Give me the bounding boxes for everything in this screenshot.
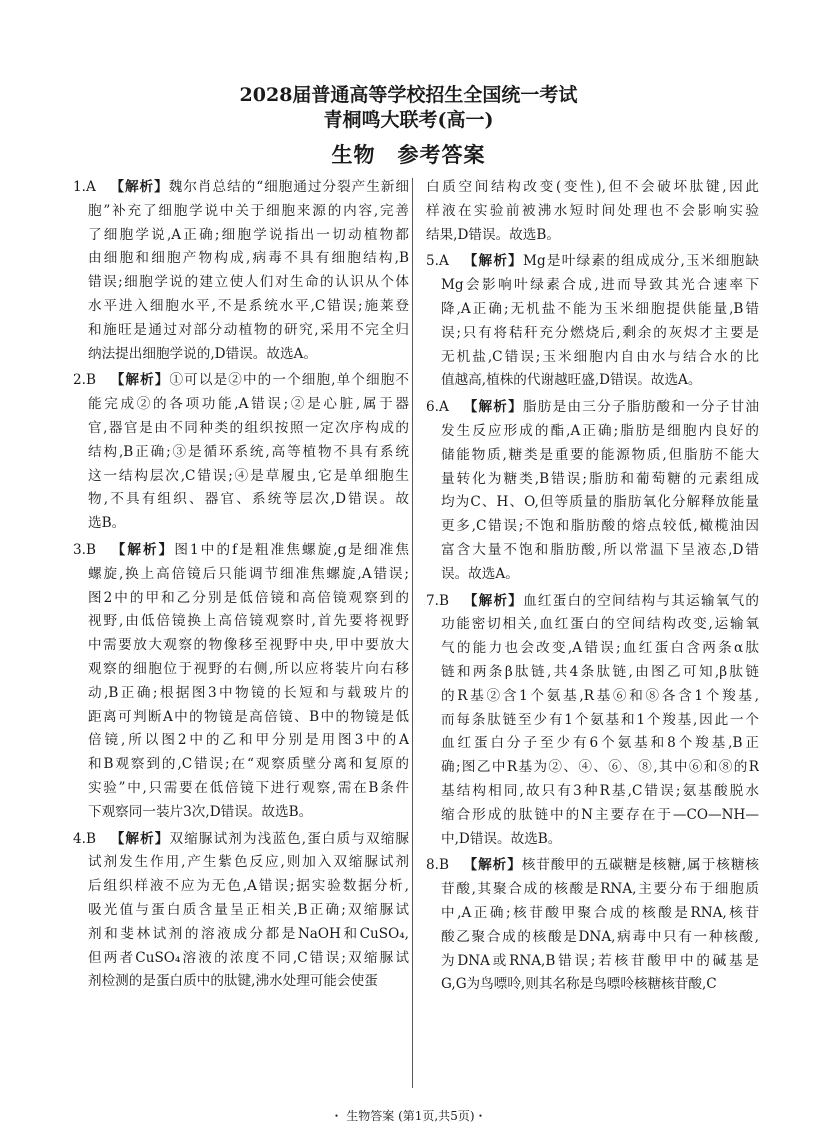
- answer-choice: A: [438, 399, 449, 416]
- answer-text: 倍镜,所以图2中的乙和甲分别是用图3中的A: [88, 732, 409, 749]
- answer-text: 无机盐,C错误;玉米细胞内自由水与结合水的比: [441, 348, 759, 365]
- answer-text: 中,A正确;核苷酸甲聚合成的核酸是RNA,核苷: [441, 904, 759, 921]
- answer-line: [426, 563, 759, 587]
- answer-text: Mg会影响叶绿素合成,进而导致其光合速率下: [441, 277, 759, 294]
- answer-text: 水平进入细胞水平,不是系统水平,C错误;施莱登: [88, 297, 409, 314]
- answer-text: 物,不具有组织、器官、系统等层次,D错误。故: [88, 491, 409, 508]
- answer-text: 下观察同一装片3次,D错误。故选B。: [88, 803, 313, 820]
- answer-text: 图2中的甲和乙分别是低倍镜和高倍镜观察到的: [88, 589, 409, 606]
- answer-choice: A: [85, 179, 96, 195]
- answer-line: [73, 393, 409, 417]
- analysis-tag: 【解析】: [462, 592, 524, 609]
- answer-line: [73, 851, 409, 875]
- answer-text: 动,B正确;根据图3中物镜的长短和与载玻片的: [88, 684, 409, 701]
- answer-text: ①可以是②中的一个细胞,单个细胞不: [169, 372, 409, 389]
- answer-line: [426, 515, 759, 539]
- answer-text: 缩合形成的肽链中的N主要存在于—CO—NH—: [441, 806, 759, 823]
- analysis-tag: 【解析】: [462, 253, 524, 270]
- answer-label: 参考答案: [397, 142, 486, 167]
- exam-title: 2028届普通高等学校招生全国统一考试: [239, 84, 578, 106]
- answer-text: 储能物质,糖类是重要的能源物质,但脂肪不能大: [441, 446, 759, 463]
- answer-line: [426, 369, 759, 393]
- answer-line: [426, 322, 759, 346]
- page-footer: ・ 生物答案 (第1页,共5页)・: [330, 1109, 487, 1123]
- answer-line: [73, 875, 409, 899]
- answer-line: [73, 923, 409, 947]
- answer-line: [73, 295, 409, 319]
- answer-text: 由细胞和细胞产物构成,病毒不具有细胞结构,B: [88, 250, 409, 267]
- question-block: [426, 590, 759, 852]
- answer-text: 核苷酸甲的五碳糖是核糖,属于核糖核: [521, 857, 759, 874]
- column-divider: [412, 178, 413, 1088]
- answer-line: [73, 610, 409, 634]
- exam-subtitle: 青桐鸣大联考(高一): [323, 109, 494, 131]
- answer-line: [73, 441, 409, 465]
- answer-text: 观察的细胞位于视野的右侧,所以应将装片向右移: [88, 660, 409, 677]
- analysis-tag: 【解析】: [109, 541, 175, 558]
- answer-text: 确;图乙中R基为②、④、⑥、⑧,其中⑥和⑧的R: [441, 759, 759, 776]
- answer-line: [426, 902, 759, 926]
- answer-text: 气的能力也会改变,A错误;血红蛋白含两条α肽: [441, 640, 759, 657]
- answer-line: [73, 417, 409, 441]
- answer-text: 降,A正确;无机盐不能为玉米细胞提供能量,B错: [441, 300, 759, 317]
- answer-choice: A: [438, 253, 449, 270]
- answer-line: [73, 899, 409, 923]
- answer-text: 胞”补充了细胞学说中关于细胞来源的内容,完善: [88, 202, 409, 219]
- answer-text: 这一结构层次,C错误;④是草履虫,它是单细胞生: [88, 467, 409, 484]
- answer-line: [426, 709, 759, 733]
- answer-line: [426, 950, 759, 974]
- answer-line: [73, 706, 409, 730]
- question-block: [426, 854, 759, 997]
- answer-text: 错误;细胞学说的建立使人们对生命的认识从个体: [88, 274, 409, 291]
- answer-text: 剂检测的是蛋白质中的肽键,沸水处理可能会使蛋: [88, 973, 378, 990]
- answer-line: [73, 828, 409, 852]
- answer-line: [73, 488, 409, 512]
- answer-text: 样液在实验前被沸水短时间处理也不会影响实验: [426, 202, 759, 219]
- answer-line: [73, 465, 409, 489]
- answer-text: 血红蛋白的空间结构与其运输氧气的: [523, 592, 759, 609]
- answer-text: 脂肪是由三分子脂肪酸和一分子甘油: [522, 399, 759, 416]
- answer-text: 功能密切相关,血红蛋白的空间结构改变,运输氧: [441, 616, 759, 633]
- answer-line: [73, 247, 409, 271]
- question-number: 2.: [73, 372, 86, 389]
- answer-text: 实验”中,只需要在低倍镜下进行观察,需在B条件: [88, 779, 409, 796]
- question-block: [73, 176, 409, 366]
- answer-line: [73, 200, 409, 224]
- answer-line: [426, 274, 759, 298]
- answer-text: 苷酸,其聚合成的核酸是RNA,主要分布于细胞质: [441, 881, 759, 898]
- question-block: [73, 828, 409, 995]
- answer-text: 结果,D错误。故选B。: [426, 226, 560, 243]
- question-number: 4.: [73, 830, 86, 847]
- answer-text: 而每条肽链至少有1个氨基和1个羧基,因此一个: [441, 711, 759, 728]
- answer-line: [426, 224, 759, 248]
- answer-line: [426, 756, 759, 780]
- answer-text: 均为C、H、O,但等质量的脂肪氧化分解释放能量: [441, 494, 759, 511]
- question-number: 5.: [426, 253, 439, 270]
- question-number: 3.: [73, 541, 86, 558]
- answer-line: [426, 444, 759, 468]
- answer-line: [426, 926, 759, 950]
- question-number: 1.: [73, 179, 86, 195]
- answer-text: 误;只有将秸秆充分燃烧后,剩余的灰烬才主要是: [441, 324, 759, 341]
- analysis-tag: 【解析】: [462, 399, 523, 416]
- question-block: [426, 250, 759, 393]
- subject-label: 生物: [331, 142, 376, 167]
- answer-line: [426, 298, 759, 322]
- answer-line: [426, 250, 759, 274]
- answer-line: [426, 854, 759, 878]
- answer-line: [73, 369, 409, 393]
- question-block: [426, 396, 759, 586]
- answer-line: [426, 780, 759, 804]
- left-column: [73, 176, 409, 994]
- answer-text: G,G为鸟嘌呤,则其名称是鸟嘌呤核糖核苷酸,C: [441, 976, 717, 993]
- answer-text: 能完成②的各项功能,A错误;②是心脏,属于器: [88, 396, 409, 413]
- answer-text: 双缩脲试剂为浅蓝色,蛋白质与双缩脲: [169, 830, 409, 847]
- answer-text: 富含大量不饱和脂肪酸,所以常温下呈液态,D错: [441, 541, 759, 558]
- answer-line: [73, 319, 409, 343]
- answer-text: 后组织样液不应为无色,A错误;据实验数据分析,: [88, 878, 409, 895]
- answer-text: 白质空间结构改变(变性),但不会破坏肽键,因此: [426, 179, 759, 195]
- answer-text: 试剂发生作用,产生紫色反应,则加入双缩脲试剂: [88, 854, 409, 871]
- answer-choice: B: [85, 541, 96, 558]
- answer-line: [426, 804, 759, 828]
- question-block: [73, 369, 409, 536]
- question-number: 6.: [426, 399, 439, 416]
- answer-line: [73, 970, 409, 994]
- analysis-tag: 【解析】: [109, 372, 170, 389]
- answer-line: [426, 661, 759, 685]
- answer-text: 视野,由低倍镜换上高倍镜观察时,首先要将视野: [88, 613, 409, 630]
- answer-text: 血红蛋白分子至少有6个氨基和8个羧基,B正: [441, 735, 759, 752]
- answer-text: 了细胞学说,A正确;细胞学说指出一切动植物都: [88, 226, 409, 243]
- answer-text: 官,器官是由不同种类的组织按照一定次序构成的: [88, 419, 409, 436]
- answer-text: 和施旺是通过对部分动植物的研究,采用不完全归: [88, 321, 409, 338]
- answer-text: Mg是叶绿素的组成成分,玉米细胞缺: [523, 253, 759, 270]
- answer-text: 更多,C错误;不饱和脂肪酸的熔点较低,橄榄油因: [441, 518, 759, 535]
- answer-line: [426, 539, 759, 563]
- answer-text: 酸乙聚合成的核酸是DNA,病毒中只有一种核酸,: [441, 928, 759, 945]
- answer-text: 图1中的f是粗准焦螺旋,g是细准焦: [174, 541, 409, 558]
- answer-line: [73, 777, 409, 801]
- answer-line: [426, 468, 759, 492]
- analysis-tag: 【解析】: [109, 179, 169, 195]
- answer-line: [426, 346, 759, 370]
- answer-text: 螺旋,换上高倍镜后只能调节细准焦螺旋,A错误;: [88, 565, 409, 582]
- answer-text: 中,D错误。故选B。: [441, 830, 562, 847]
- analysis-tag: 【解析】: [462, 857, 522, 874]
- answer-line: [426, 637, 759, 661]
- answer-line: [426, 590, 759, 614]
- right-column: [426, 176, 759, 997]
- answer-text: 链和两条β肽链,共4条肽链,由图乙可知,β肽链: [441, 663, 759, 680]
- answer-line: [73, 753, 409, 777]
- answer-line: [426, 973, 759, 997]
- answer-choice: B: [438, 857, 449, 874]
- answer-line: [73, 343, 409, 367]
- answer-line: [73, 512, 409, 536]
- answer-line: [426, 732, 759, 756]
- answer-line: [73, 176, 409, 200]
- analysis-tag: 【解析】: [109, 830, 170, 847]
- answer-text: 吸光值与蛋白质含量呈正相关,B正确;双缩脲试: [88, 901, 409, 918]
- answer-line: [426, 396, 759, 420]
- answer-text: 和B观察到的,C错误;在“观察质壁分离和复原的: [88, 756, 409, 773]
- answer-line: [73, 801, 409, 825]
- answer-line: [426, 613, 759, 637]
- answer-text: 选B。: [88, 515, 126, 532]
- answer-text: 发生反应形成的酯,A正确;脂肪是细胞内良好的: [441, 422, 759, 439]
- answer-text: 的R基②含1个氨基,R基⑥和⑧各含1个羧基,: [441, 687, 759, 704]
- answer-line: [73, 682, 409, 706]
- question-block: [73, 539, 409, 825]
- answer-text: 为DNA或RNA,B错误;若核苷酸甲中的碱基是: [441, 952, 759, 969]
- question-block: [426, 176, 759, 247]
- answer-choice: B: [85, 372, 96, 389]
- answer-line: [426, 420, 759, 444]
- answer-text: 结构,B正确;③是循环系统,高等植物不具有系统: [88, 443, 409, 460]
- answer-line: [73, 658, 409, 682]
- answer-line: [426, 200, 759, 224]
- answer-line: [73, 729, 409, 753]
- answer-heading: [0, 139, 817, 169]
- answer-text: 魏尔肖总结的“细胞通过分裂产生新细: [168, 179, 409, 195]
- question-number: 8.: [426, 857, 439, 874]
- answer-line: [426, 685, 759, 709]
- answer-text: 纳法提出细胞学说的,D错误。故选A。: [88, 345, 317, 362]
- answer-line: [426, 176, 759, 200]
- answer-choice: B: [85, 830, 96, 847]
- answer-line: [426, 491, 759, 515]
- question-number: 7.: [426, 592, 439, 609]
- answer-choice: B: [438, 592, 449, 609]
- answer-line: [73, 224, 409, 248]
- answer-text: 距离可判断A中的物镜是高倍镜、B中的物镜是低: [88, 708, 409, 725]
- answer-text: 但两者CuSO₄溶液的浓度不同,C错误;双缩脲试: [88, 949, 409, 966]
- answer-text: 值越高,植株的代谢越旺盛,D错误。故选A。: [441, 372, 702, 389]
- answer-line: [73, 539, 409, 563]
- answer-text: 量转化为糖类,B错误;脂肪和葡萄糖的元素组成: [441, 470, 759, 487]
- answer-line: [73, 947, 409, 971]
- answer-line: [73, 587, 409, 611]
- answer-text: 误。故选A。: [441, 565, 519, 582]
- answer-line: [426, 828, 759, 852]
- answer-line: [73, 271, 409, 295]
- answer-text: 基结构相同,故只有3种R基,C错误;氨基酸脱水: [441, 782, 759, 799]
- answer-text: 剂和斐林试剂的溶液成分都是NaOH和CuSO₄,: [88, 925, 409, 942]
- answer-text: 中需要放大观察的物像移至视野中央,甲中要放大: [88, 637, 409, 654]
- answer-line: [73, 563, 409, 587]
- answer-line: [426, 878, 759, 902]
- answer-line: [73, 634, 409, 658]
